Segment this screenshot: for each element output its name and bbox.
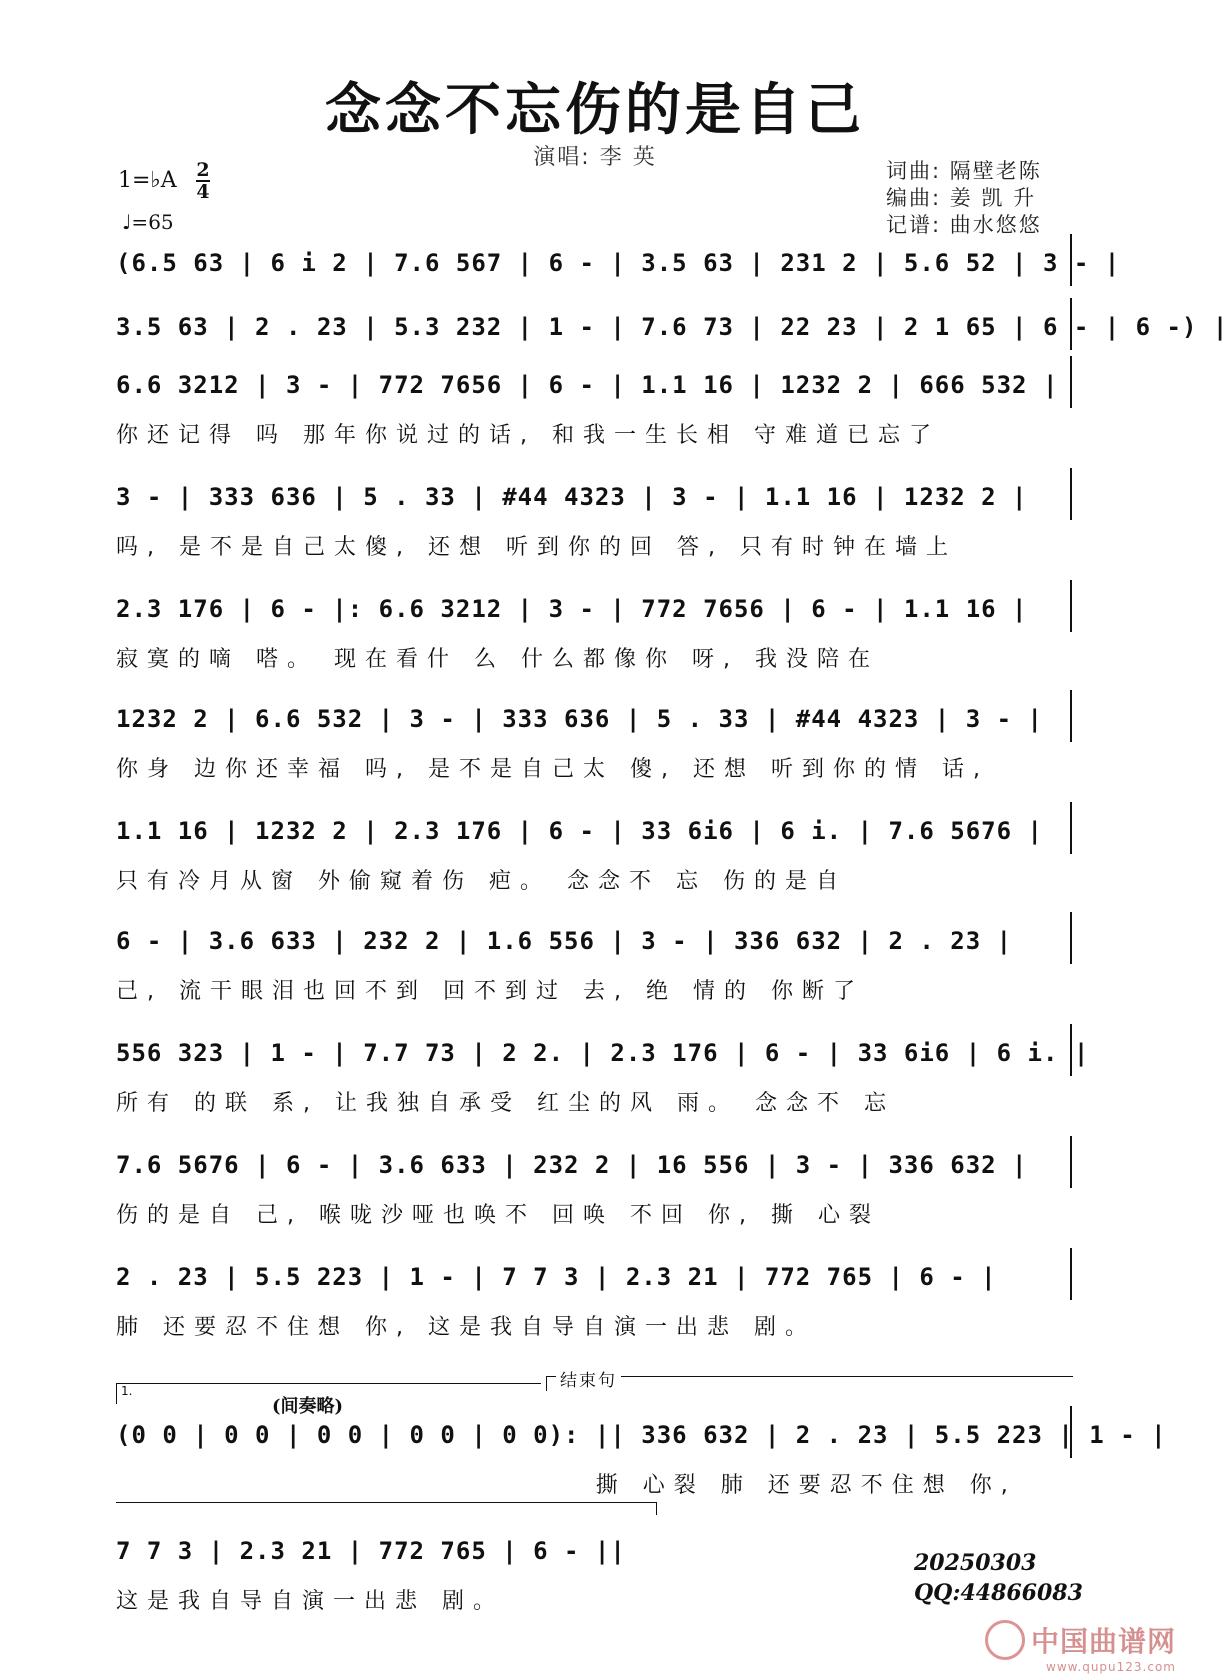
site-logo-icon: [985, 1620, 1025, 1660]
notation-line: 3.5 63 | 2 . 23 | 5.3 232 | 1 - | 7.6 73 | 22 23 | 2 1 65 | 6 - | 6 -) |: [116, 313, 1228, 341]
key-signature: 1=♭A: [118, 168, 177, 193]
first-ending-label: 1.: [121, 1384, 133, 1398]
lyric-line: 肺 还要忍不住想 你, 这是我自导自演一出悲 剧。: [116, 1315, 816, 1340]
transcriber-credit: 记谱: 曲水悠悠: [886, 213, 1042, 237]
transcription-date-block: [914, 1548, 1083, 1608]
notation-line: 1232 2 | 6.6 532 | 3 - | 333 636 | 5 . 33 | #44 4323 | 3 - |: [116, 705, 1043, 733]
coda-bracket: [546, 1376, 1073, 1391]
notation-line: 7.6 5676 | 6 - | 3.6 633 | 232 2 | 16 556 | 3 - | 336 632 |: [116, 1151, 1028, 1179]
lyric-line: 这是我自导自演一出悲 剧。: [116, 1589, 504, 1614]
time-signature: [196, 160, 210, 202]
qq-contact: QQ:44866083: [914, 1580, 1083, 1606]
lyric-line: 你身 边你还幸福 吗, 是不是自己太 傻, 还想 听到你的情 话,: [116, 757, 989, 782]
lyric-line: 吗, 是不是自己太傻, 还想 听到你的回 答, 只有时钟在墙上: [116, 535, 957, 560]
coda-bracket-extension: [116, 1502, 657, 1515]
lyrics-music-credit: 词曲: 隔壁老陈: [886, 159, 1042, 183]
credits-block: [886, 158, 1042, 239]
lyric-line: 你还记得 吗 那年你说过的话, 和我一生长相 守难道已忘了: [116, 423, 940, 448]
notation-line: 2 . 23 | 5.5 223 | 1 - | 7 7 3 | 2.3 21 | 772 765 | 6 - |: [116, 1263, 997, 1291]
notation-line: 6 - | 3.6 633 | 232 2 | 1.6 556 | 3 - | 336 632 | 2 . 23 |: [116, 927, 1013, 955]
notation-line: 7 7 3 | 2.3 21 | 772 765 | 6 - ||: [116, 1537, 626, 1565]
tempo-marking: ♩=65: [122, 210, 174, 234]
lyric-line: 撕 心裂 肺 还要忍不住想 你,: [116, 1473, 1017, 1498]
notation-line: 3 - | 333 636 | 5 . 33 | #44 4323 | 3 - | 1.1 16 | 1232 2 |: [116, 483, 1028, 511]
song-title: 念念不忘伤的是自己: [325, 77, 865, 143]
notation-line: (6.5 63 | 6 i 2 | 7.6 567 | 6 - | 3.5 63 | 231 2 | 5.6 52 | 3 - |: [116, 249, 1121, 277]
notation-line: (0 0 | 0 0 | 0 0 | 0 0 | 0 0): || 336 632 | 2 . 23 | 5.5 223 | 1 - |: [116, 1421, 1167, 1449]
transcription-date: 20250303: [914, 1550, 1037, 1576]
lyric-line: 寂寞的嘀 嗒。 现在看什 么 什么都像你 呀, 我没陪在: [116, 647, 879, 672]
lyric-line: 伤的是自 己, 喉咙沙哑也唤不 回唤 不回 你, 撕 心裂: [116, 1203, 880, 1228]
site-watermark: [985, 1620, 1176, 1674]
notation-line: 6.6 3212 | 3 - | 772 7656 | 6 - | 1.1 16 | 1232 2 | 666 532 |: [116, 371, 1059, 399]
arranger-credit: 编曲: 姜 凯 升: [886, 186, 1037, 210]
time-signature-bottom: 4: [196, 181, 210, 203]
interlude-label: (间奏略): [272, 1396, 344, 1417]
notation-line: 2.3 176 | 6 - |: 6.6 3212 | 3 - | 772 7656 | 6 - | 1.1 16 |: [116, 595, 1028, 623]
lyric-line: 所有 的联 系, 让我独自承受 红尘的风 雨。 念念不 忘: [116, 1091, 895, 1116]
lyric-line: 只有冷月从窗 外偷窥着伤 疤。 念念不 忘 伤的是自: [116, 869, 847, 894]
lyric-line: 己, 流干眼泪也回不到 回不到过 去, 绝 情的 你断了: [116, 979, 864, 1004]
site-name: 中国曲谱网: [1030, 1625, 1176, 1658]
notation-line: 556 323 | 1 - | 7.7 73 | 2 2. | 2.3 176 | 6 - | 33 6i6 | 6 i. |: [116, 1039, 1090, 1067]
coda-label: 结束句: [556, 1366, 621, 1391]
time-signature-top: 2: [196, 159, 210, 181]
singer-credit: 演唱: 李 英: [533, 145, 657, 170]
site-url: www.qupu123.com: [1046, 1660, 1176, 1674]
notation-line: 1.1 16 | 1232 2 | 2.3 176 | 6 - | 33 6i6 | 6 i. | 7.6 5676 |: [116, 817, 1043, 845]
